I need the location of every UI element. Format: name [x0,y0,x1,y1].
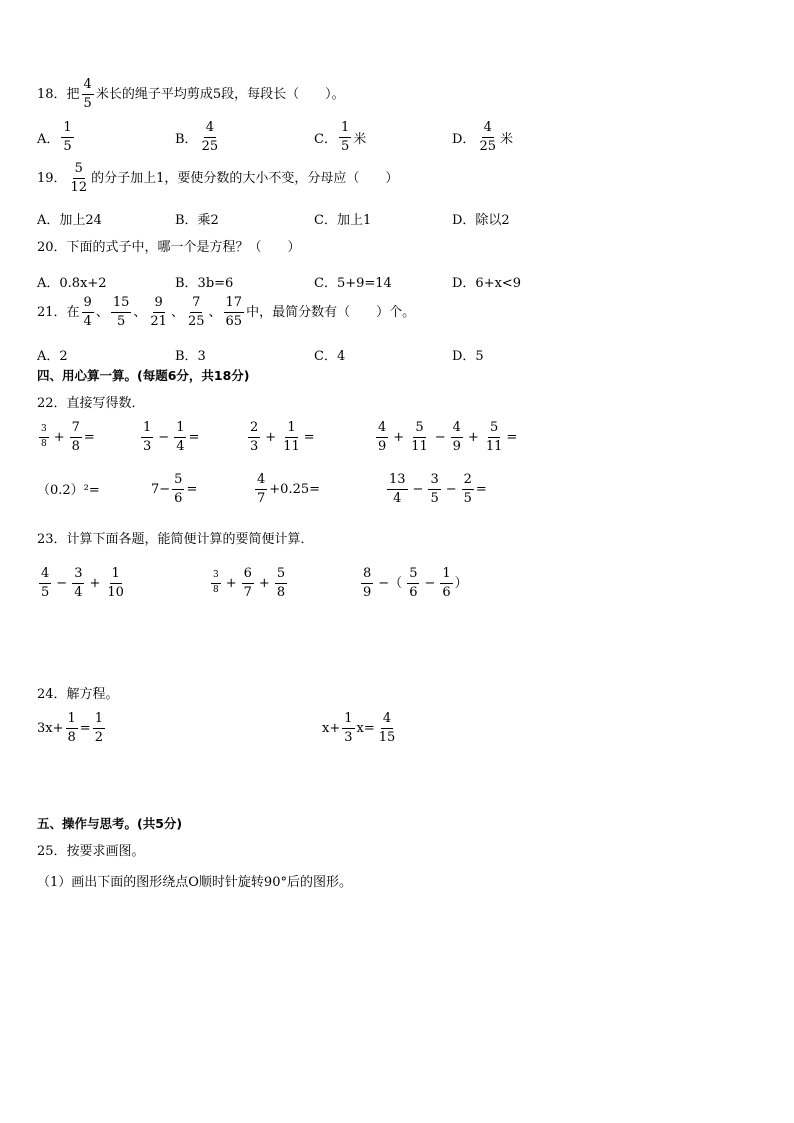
q21-fraction-5: $\frac{17}{65}$ [225,295,243,329]
q19-text: 的分子加上1，要使分数的大小不变，分母应（ ） [91,170,399,186]
q22-expr-3: $\frac{2}{3}$ + $\frac{1}{11}$ = [250,420,315,454]
q24-equation-1: 3x+ $\frac{1}{8}$ = $\frac{1}{2}$ [37,711,103,745]
q18-option-c: C． $\frac{1}{5}$ 米 [314,120,367,154]
q22-expr-8: $\frac{13}{4}$ − $\frac{3}{5}$ − $\frac{2}{5}$ = [389,472,487,506]
q22-expr-1: $\frac{3}{8}$ + $\frac{7}{8}$ = [41,420,95,454]
q19-option-b: B．乘2 [175,213,219,228]
question-20: 20．下面的式子中，哪一个是方程？（ ） [37,240,301,255]
q18-text: 米长的绳子平均剪成5段，每段长（ ）。 [95,86,345,102]
q18-option-b: B． $\frac{4}{25}$ [175,120,219,154]
q18-number: 18．把 [37,86,80,102]
section-4-title: 四、用心算一算。(每题6分，共18分) [37,368,250,383]
q23-expr-3: $\frac{8}{9}$ −（ $\frac{5}{6}$ − $\frac{1}{6}$ ） [363,566,468,600]
question-19 [37,162,398,194]
q21-option-c: C．4 [314,349,346,364]
q20-option-a: A．0.8x+2 [37,276,107,291]
q22-expr-6: 7− $\frac{5}{6}$ = [151,472,198,506]
q21-fraction-3: $\frac{9}{21}$ [150,295,167,329]
q20-option-d: D．6+x<9 [452,276,522,291]
q23-expr-1: $\frac{4}{5}$ − $\frac{3}{4}$ + $\frac{1}{10}$ [41,566,124,600]
q21-number: 21．在 [37,304,80,320]
q18-fraction: $\frac{4}{5}$ [83,77,92,111]
q22-expr-5: （0.2）²= [37,483,100,498]
q19-number: 19． [37,170,67,186]
q19-option-c: C．加上1 [314,213,372,228]
question-18 [37,78,345,110]
q22-expr-2: $\frac{1}{3}$ − $\frac{1}{4}$ = [143,420,200,454]
q21-fraction-1: $\frac{9}{4}$ [83,295,92,329]
q21-text: 中，最简分数有（ ）个。 [246,304,416,320]
question-24: 24．解方程。 [37,687,119,702]
q22-expr-7: $\frac{4}{7}$ +0.25= [257,472,321,506]
q22-expr-4: $\frac{4}{9}$ + $\frac{5}{11}$ − $\frac{4}{9}$ + $\frac{5}{11}$ = [378,420,518,454]
q24-equation-2: x+ $\frac{1}{3}$ x= $\frac{4}{15}$ [322,711,396,745]
question-21: 21．在 $\frac{9}{4}$ 、 $\frac{15}{5}$ 、 $\frac{9}{21}$ 、 $\frac{7}{25}$ 、 $\frac{17}{65}$ 中，最简分数有（ ）个。 [37,295,416,329]
q21-option-a: A．2 [37,349,68,364]
q20-option-c: C．5+9=14 [314,276,392,291]
q21-fraction-2: $\frac{15}{5}$ [112,295,130,329]
q20-option-b: B．3b=6 [175,276,234,291]
q21-option-d: D．5 [452,349,484,364]
q25-sub-1: （1）画出下面的图形绕点O顺时针旋转90°后的图形。 [37,875,352,890]
q23-expr-2: $\frac{3}{8}$ + $\frac{6}{7}$ + $\frac{5}{8}$ [213,566,286,600]
question-23: 23．计算下面各题，能简便计算的要简便计算． [37,532,314,547]
question-25: 25．按要求画图。 [37,844,145,859]
q21-fraction-4: $\frac{7}{25}$ [187,295,205,329]
q19-option-d: D．除以2 [452,213,510,228]
section-5-title: 五、操作与思考。(共5分) [37,816,183,831]
q18-option-d: D． $\frac{4}{25}$ 米 [452,120,513,154]
q21-option-b: B．3 [175,349,206,364]
q19-fraction: $\frac{5}{12}$ [70,161,88,195]
question-22: 22．直接写得数． [37,396,145,411]
q19-option-a: A．加上24 [37,213,102,228]
q18-option-a: A． $\frac{1}{5}$ [37,120,72,154]
